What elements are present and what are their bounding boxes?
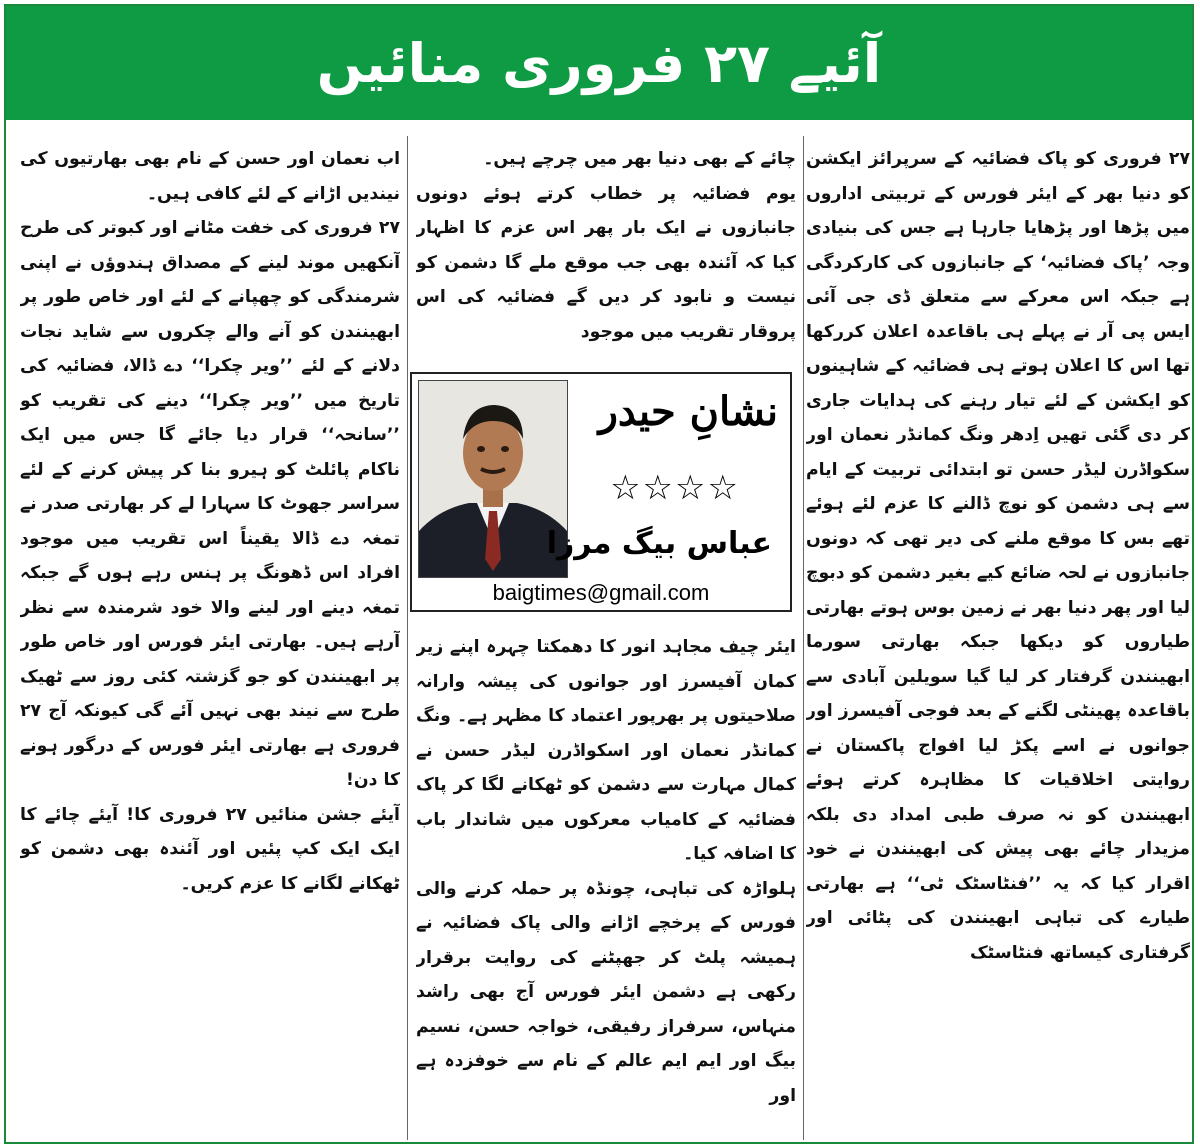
column-middle-top (416, 142, 796, 349)
author-name: عباس بیگ مرزا (546, 526, 772, 561)
stars-icon: ☆☆☆☆ (610, 468, 740, 508)
paragraph: آیئے جشن منائیں ۲۷ فروری کا! آیئے چائے کا ایک ایک کپ پئیں اور آئندہ بھی دشمن کو ٹھکانے لگانے کا عزم کریں۔ (20, 804, 400, 894)
headline-title: آئیے ۲۷ فروری منائیں (316, 31, 882, 95)
column-left (20, 142, 400, 1138)
paragraph: ۲۷ فروری کی خفت مٹانے اور کبوتر کی طرح آنکھیں موند لینے کے مصداق ہندوؤں نے اپنی شرمندگی کو چھپانے کے لئے اور خاص طور پر ابھینندن کو آنے والے چکروں سے شاید نجات دلانے کے لئے ’’ویر چکرا‘‘ دے ڈالا، فضائیہ کی تاریخ میں ’’ویر چکرا‘‘ دینے کی تقریب کو ’’سانحہ‘‘ قرار دیا جائے گا جس میں ایک ناکام پائلٹ کو ہیرو بنا کر پیش کرنے کے لئے سراسر جھوٹ کا سہارا لے کر بھارتی صدر نے تمغہ دے ڈالا یقیناً اس تقریب میں موجود افراد اس ڈھونگ پر ہنس رہے ہوں گے جبکہ تمغہ دینے اور لینے والا خود شرمندہ سے نظر آرہے ہیں۔ بھارتی ایئر فورس اور خاص طور پر ابھینندن کو جو گزشتہ کئی روز سے ٹھیک طرح سے نیند بھی نہیں آئے گی کیونکہ آج ۲۷ فروری ہے بھارتی ایئر فورس کے درگور ہونے کا دن! (20, 218, 400, 790)
column-middle (416, 142, 796, 1138)
column-divider (407, 136, 408, 1140)
author-photo (418, 380, 568, 578)
column-divider (803, 136, 804, 1140)
author-email[interactable]: baigtimes@gmail.com (492, 580, 710, 605)
paragraph: اب نعمان اور حسن کے نام بھی بھارتیوں کی نیندیں اڑانے کے لئے کافی ہیں۔ (20, 149, 400, 204)
paragraph: یوم فضائیہ پر خطاب کرتے ہوئے دونوں جانبازوں نے ایک بار پھر اس عزم کا اظہار کیا کہ آئندہ بھی جب موقع ملے گا دشمن کو نیست و نابود کر دیں گے فضائیہ کی اس پروقار تقریب میں موجود (416, 183, 796, 342)
column-name: نشانِ حیدر (598, 388, 778, 435)
column-middle-bottom (416, 630, 796, 1113)
author-portrait-icon (419, 381, 567, 577)
columnist-byline-box (410, 372, 792, 612)
headline-banner (6, 6, 1192, 120)
paragraph: چائے کے بھی دنیا بھر میں چرچے ہیں۔ (483, 149, 796, 169)
paragraph: ایئر چیف مجاہد انور کا دھمکتا چہرہ اپنے زیر کمان آفیسرز اور جوانوں کی پیشہ وارانہ صلاحیتوں پر بھرپور اعتماد کا مظہر ہے۔ ونگ کمانڈر نعمان اور اسکواڈرن لیڈر حسن نے کمال مہارت سے دشمن کو ٹھکانے لگا کر پاک فضائیہ کے کامیاب معرکوں میں شاندار باب کا اضافہ کیا۔ (416, 637, 796, 864)
paragraph: ۲۷ فروری کو پاک فضائیہ کے سرپرائز ایکشن کو دنیا بھر کے ایئر فورس کے تربیتی اداروں میں پڑھا اور پڑھایا جارہا ہے جس کی بنیادی وجہ ’پاک فضائیہ‘ کے جانبازوں کی کارکردگی ہے جبکہ اس معرکے سے متعلق ڈی جی آئی ایس پی آر نے پہلے ہی باقاعدہ اعلان کررکھا تھا اس کا اعلان ہوتے ہی فضائیہ کے شاہینوں کو ایکشن کے لئے تیار رہنے کی ہدایات جاری کر دی گئی تھیں اِدھر ونگ کمانڈر نعمان اور سکواڈرن لیڈر حسن تو ابتدائی تربیت کے ایام سے ہی دشمن کو نوچ ڈالنے کا عزم لئے ہوئے تھے بس کا موقع ملنے کی دیر تھی کہ دونوں جانبازوں نے لحہ ضائع کیے بغیر دشمن کو دبوچ لیا اور پھر دنیا بھر نے زمین بوس ہوتے بھارتی طیاروں کو دیکھا جبکہ بھارتی سورما ابھینندن گرفتار کر لیا گیا سویلین آبادی سے باقاعدہ پھینٹی لگنے کے بعد فوجی آفیسرز اور جوانوں نے اسے پکڑ لیا افواج پاکستان نے روایتی اخلاقیات کا مظاہرہ کرتے ہوئے ابھینندن کو نہ صرف طبی امداد دی بلکہ مزیدار چائے بھی پیش کی ابھینندن نے خود اقرار کیا کہ یہ ’’فنٹاسٹک ٹی‘‘ ہے بھارتی طیارے کی تباہی ابھینندن کی پٹائی اور گرفتاری کیساتھ فنٹاسٹک (806, 149, 1190, 963)
column-right (806, 142, 1190, 1138)
paragraph: ہلواڑہ کی تباہی، چونڈہ پر حملہ کرنے والی فورس کے پرخچے اڑانے والی پاک فضائیہ نے ہمیشہ پلٹ کر جھپٹنے کی روایت برقرار رکھی ہے دشمن ایئر فورس آج بھی راشد منہاس، سرفراز رفیقی، خواجہ حسن، نسیم بیگ اور ایم ایم عالم کے نام سے خوفزدہ ہے اور (416, 878, 796, 1106)
